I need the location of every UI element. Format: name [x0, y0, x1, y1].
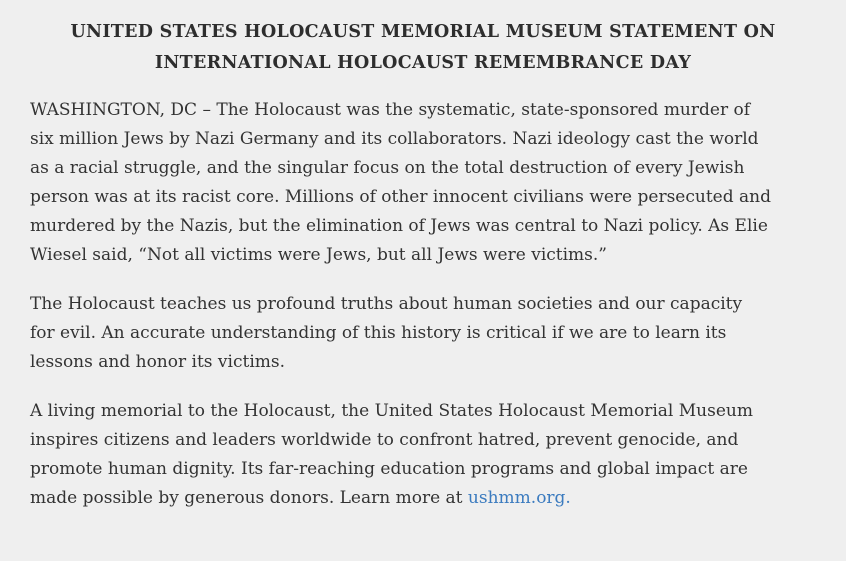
paragraph-line: as a racial struggle, and the singular focus on the total destruction of every Jewish — [30, 158, 745, 178]
paragraph-line-prefix: made possible by generous donors. Learn more at — [30, 488, 468, 508]
paragraph-line: WASHINGTON, DC – The Holocaust was the systematic, state-sponsored murder of — [30, 100, 751, 120]
paragraph-lessons — [30, 290, 816, 377]
paragraph-line: murdered by the Nazis, but the elimination of Jews was central to Nazi policy. As Elie — [30, 216, 768, 236]
paragraph-line-last — [30, 484, 816, 513]
paragraph-line: for evil. An accurate understanding of this history is critical if we are to learn its — [30, 323, 727, 343]
title-line: INTERNATIONAL HOLOCAUST REMEMBRANCE DAY — [154, 53, 692, 73]
paragraph-line: inspires citizens and leaders worldwide to confront hatred, prevent genocide, and — [30, 430, 739, 450]
paragraph-line: person was at its racist core. Millions of other innocent civilians were persecuted and — [30, 187, 771, 207]
ushmm-link[interactable]: ushmm.org. — [467, 488, 571, 508]
paragraph-line: Wiesel said, “Not all victims were Jews, but all Jews were victims.” — [30, 245, 607, 265]
paragraph-line: promote human dignity. Its far-reaching education programs and global impact are — [30, 459, 748, 479]
page-title — [30, 17, 816, 79]
paragraph-line: lessons and honor its victims. — [30, 352, 285, 372]
paragraph-intro — [30, 96, 816, 270]
paragraph-line: A living memorial to the Holocaust, the United States Holocaust Memorial Museum — [30, 401, 753, 421]
paragraph-line: The Holocaust teaches us profound truths about human societies and our capacity — [30, 294, 743, 314]
title-line: UNITED STATES HOLOCAUST MEMORIAL MUSEUM STATEMENT ON — [70, 22, 776, 42]
paragraph-museum — [30, 397, 816, 513]
paragraph-line: six million Jews by Nazi Germany and its collaborators. Nazi ideology cast the world — [30, 129, 759, 149]
